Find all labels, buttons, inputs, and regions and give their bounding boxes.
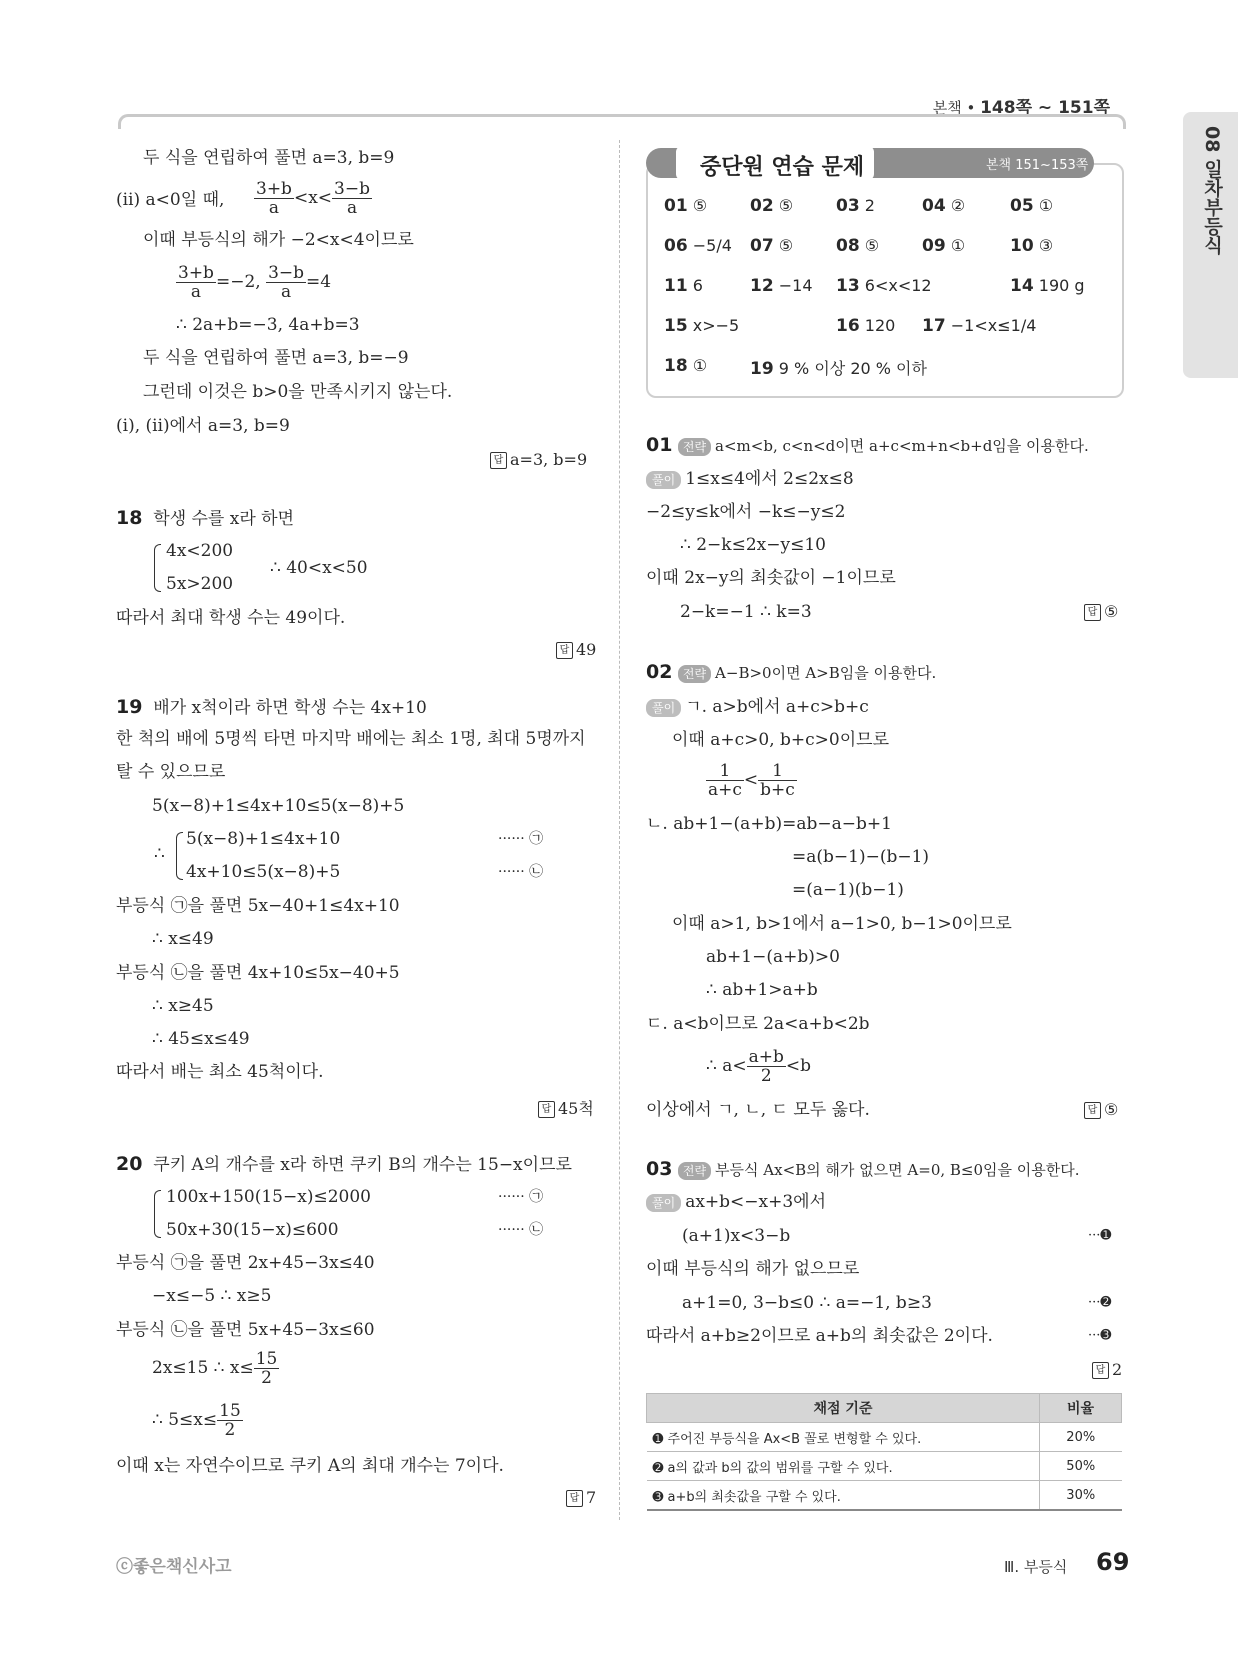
text-line: 부등식 ㉡을 풀면 4x+10≤5x−40+5: [116, 963, 400, 983]
text-line: −2≤y≤k에서 −k≤−y≤2: [646, 502, 846, 522]
text-line: 이때 2x−y의 최솟값이 −1이므로: [646, 568, 896, 588]
table-row: ➌ a+b의 최솟값을 구할 수 있다. 30%: [647, 1481, 1122, 1511]
system-brace: [154, 544, 161, 592]
answer-18: 답 49: [556, 640, 596, 659]
text-line: =(a−1)(b−1): [792, 880, 904, 900]
answer-19: 19 9 % 이상 20 % 이하: [750, 359, 927, 379]
text-line: 부등식 ㉡을 풀면 5x+45−3x≤60: [116, 1320, 375, 1340]
label-marker: ······ ㉠: [498, 1189, 544, 1205]
label-marker: ······ ㉡: [498, 864, 544, 880]
answer-20: 답 7: [566, 1488, 596, 1507]
answer-11: 11 6: [664, 276, 703, 296]
answer-17: 17 −1<x≤1/4: [922, 316, 1037, 336]
ratio-header: 비율: [1040, 1394, 1122, 1423]
chapter-side-tab: [1183, 112, 1238, 378]
answer-02: 02 ⑤: [750, 196, 794, 216]
text-line: (ⅱ) a<0일 때,: [116, 190, 225, 210]
text-line: 두 식을 연립하여 풀면 a=3, b=−9: [143, 348, 409, 368]
answer-04: 04 ②: [922, 196, 966, 216]
right-problem-03: 03 전략 부등식 Ax<B의 해가 없으면 A=0, B≤0임을 이용한다.: [646, 1158, 1080, 1180]
text-line: 한 척의 배에 5명씩 타면 마지막 배에는 최소 1명, 최대 5명까지: [116, 729, 586, 749]
fraction-inequality: $\frac{3+b}{a}$ <x< $\frac{3-b}{a}$: [256, 179, 370, 218]
text-line: =a(b−1)−(b−1): [792, 847, 930, 867]
text-line: 풀이 ㄱ. a>b에서 a+c>b+c: [646, 695, 869, 719]
right-problem-01: 01 전략 a<m<b, c<n<d이면 a+c<m+n<b+d임을 이용한다.: [646, 434, 1089, 456]
table-row: ➊ 주어진 부등식을 Ax<B 꼴로 변형할 수 있다. 20%: [647, 1423, 1122, 1452]
text-line: ∴ ab+1>a+b: [706, 980, 818, 1000]
text-line: 따라서 배는 최소 45척이다.: [116, 1062, 324, 1082]
answer-r03: 답 2: [1092, 1360, 1122, 1379]
text-line: 이때 x는 자연수이므로 쿠키 A의 최대 개수는 7이다.: [116, 1456, 504, 1476]
header-rule: [118, 114, 1126, 129]
answer-r02: 답 ⑤: [1084, 1100, 1118, 1119]
text-line: 탈 수 있으므로: [116, 762, 226, 782]
fraction-line: ∴ 5≤x≤ $\frac{15}{2}$: [152, 1401, 241, 1440]
text-line: ab+1−(a+b)>0: [706, 947, 840, 967]
step-marker-2: ···➋: [1088, 1295, 1112, 1310]
text-line: ∴ 2a+b=−3, 4a+b=3: [176, 315, 360, 335]
criteria-header: 채점 기준: [647, 1394, 1040, 1423]
text-line: 5x>200: [166, 574, 234, 594]
text-line: ∴ 45≤x≤49: [152, 1029, 250, 1049]
text-line: ∴ 2−k≤2x−y≤10: [680, 535, 826, 555]
table-row: ➋ a의 값과 b의 값의 범위를 구할 수 있다. 50%: [647, 1452, 1122, 1481]
text-line: 이때 부등식의 해가 −2<x<4이므로: [143, 230, 414, 250]
answer-19: 답 45척: [538, 1096, 594, 1119]
answer-14: 14 190 g: [1010, 276, 1085, 296]
text-line: 2−k=−1 ∴ k=3: [680, 602, 812, 622]
fraction-line: 2x≤15 ∴ x≤ $\frac{15}{2}$: [152, 1349, 278, 1388]
text-line: 5(x−8)+1≤4x+10≤5(x−8)+5: [152, 796, 405, 816]
page-number: 69: [1096, 1548, 1130, 1576]
answer-06: 06 −5/4: [664, 236, 732, 256]
answer-18: 18 ①: [664, 356, 708, 376]
right-problem-02: 02 전략 A−B>0이면 A>B임을 이용한다.: [646, 661, 937, 683]
answer-08: 08 ⑤: [836, 236, 880, 256]
text-line: −x≤−5 ∴ x≥5: [152, 1286, 272, 1306]
grading-criteria-table: [646, 1393, 1122, 1511]
problem-19: 19 배가 x척이라 하면 학생 수는 4x+10: [116, 696, 427, 718]
step-marker-3: ···➌: [1088, 1328, 1112, 1343]
answer-01: 01 ⑤: [664, 196, 708, 216]
text-line: 따라서 a+b≥2이므로 a+b의 최솟값은 2이다.: [646, 1326, 993, 1346]
text-line: 두 식을 연립하여 풀면 a=3, b=9: [143, 148, 395, 168]
column-divider: [619, 140, 620, 1520]
text-line: 이때 a>1, b>1에서 a−1>0, b−1>0이므로: [672, 914, 1012, 934]
fraction-line: ∴ a< $\frac{a+b}{2}$ <b: [706, 1047, 812, 1086]
chapter-tab-label: 08 일차부등식: [1201, 126, 1223, 255]
answer-13: 13 6<x<12: [836, 276, 932, 296]
text-line: 4x<200: [166, 541, 234, 561]
text-line: ㄷ. a<b이므로 2a<a+b<2b: [646, 1014, 870, 1034]
text-line: ∴ x≥45: [152, 996, 214, 1016]
text-line: 따라서 최대 학생 수는 49이다.: [116, 608, 346, 628]
answer-15: 15 x>−5: [664, 316, 740, 336]
label-marker: ······ ㉡: [498, 1222, 544, 1238]
answer-16: 16 120: [836, 316, 896, 336]
system-brace: [176, 832, 183, 880]
answer-r01: 답 ⑤: [1084, 602, 1118, 621]
problem-20: 20 쿠키 A의 개수를 x라 하면 쿠키 B의 개수는 15−x이므로: [116, 1153, 572, 1175]
answer-box-title: 중단원 연습 문제: [700, 155, 865, 180]
text-line: 부등식 ㉠을 풀면 5x−40+1≤4x+10: [116, 896, 400, 916]
system-brace: [154, 1190, 161, 1238]
answer-10: 10 ③: [1010, 236, 1054, 256]
answer-07: 07 ⑤: [750, 236, 794, 256]
text-line: (a+1)x<3−b: [682, 1226, 791, 1246]
text-line: 풀이 ax+b<−x+3에서: [646, 1190, 826, 1214]
fraction-inequality: $\frac{1}{a+c}$ < $\frac{1}{b+c}$: [708, 761, 795, 800]
answer-12: 12 −14: [750, 276, 813, 296]
text-line: 50x+30(15−x)≤600: [166, 1220, 339, 1240]
text-line: 이때 a+c>0, b+c>0이므로: [672, 730, 889, 750]
text-line: ∴ x≤49: [152, 929, 214, 949]
label-marker: ······ ㉠: [498, 831, 544, 847]
footer-section: Ⅲ. 부등식: [1004, 1558, 1068, 1576]
answer-05: 05 ①: [1010, 196, 1054, 216]
step-marker-1: ···➊: [1088, 1228, 1112, 1243]
answer-09: 09 ①: [922, 236, 966, 256]
answer-03: 03 2: [836, 196, 875, 216]
fraction-condition: $\frac{3+b}{a}$ =−2, $\frac{3-b}{a}$ =4: [178, 263, 332, 302]
text-line: 부등식 ㉠을 풀면 2x+45−3x≤40: [116, 1253, 375, 1273]
therefore-symbol: ∴: [154, 844, 165, 864]
text-line: (ⅰ), (ⅱ)에서 a=3, b=9: [116, 416, 290, 436]
text-line: 4x+10≤5(x−8)+5: [186, 862, 341, 882]
text-line: a+1=0, 3−b≤0 ∴ a=−1, b≥3: [682, 1293, 932, 1313]
answer-17: 답 a=3, b=9: [490, 450, 587, 469]
text-line: ∴ 40<x<50: [270, 558, 368, 578]
page-reference: 본책 • 148쪽 ~ 151쪽: [932, 98, 1110, 118]
text-line: ㄴ. ab+1−(a+b)=ab−a−b+1: [646, 814, 892, 834]
problem-18: 18 학생 수를 x라 하면: [116, 507, 295, 529]
text-line: 풀이 1≤x≤4에서 2≤2x≤8: [646, 467, 854, 491]
text-line: 5(x−8)+1≤4x+10: [186, 829, 341, 849]
answer-box-ref: 본책 151~153쪽: [986, 158, 1089, 173]
text-line: 100x+150(15−x)≤2000: [166, 1187, 371, 1207]
publisher-logo: ⓒ좋은책신사고: [116, 1557, 232, 1577]
text-line: 이상에서 ㄱ, ㄴ, ㄷ 모두 옳다.: [646, 1100, 870, 1120]
text-line: 그런데 이것은 b>0을 만족시키지 않는다.: [143, 382, 453, 402]
text-line: 이때 부등식의 해가 없으므로: [646, 1259, 860, 1279]
